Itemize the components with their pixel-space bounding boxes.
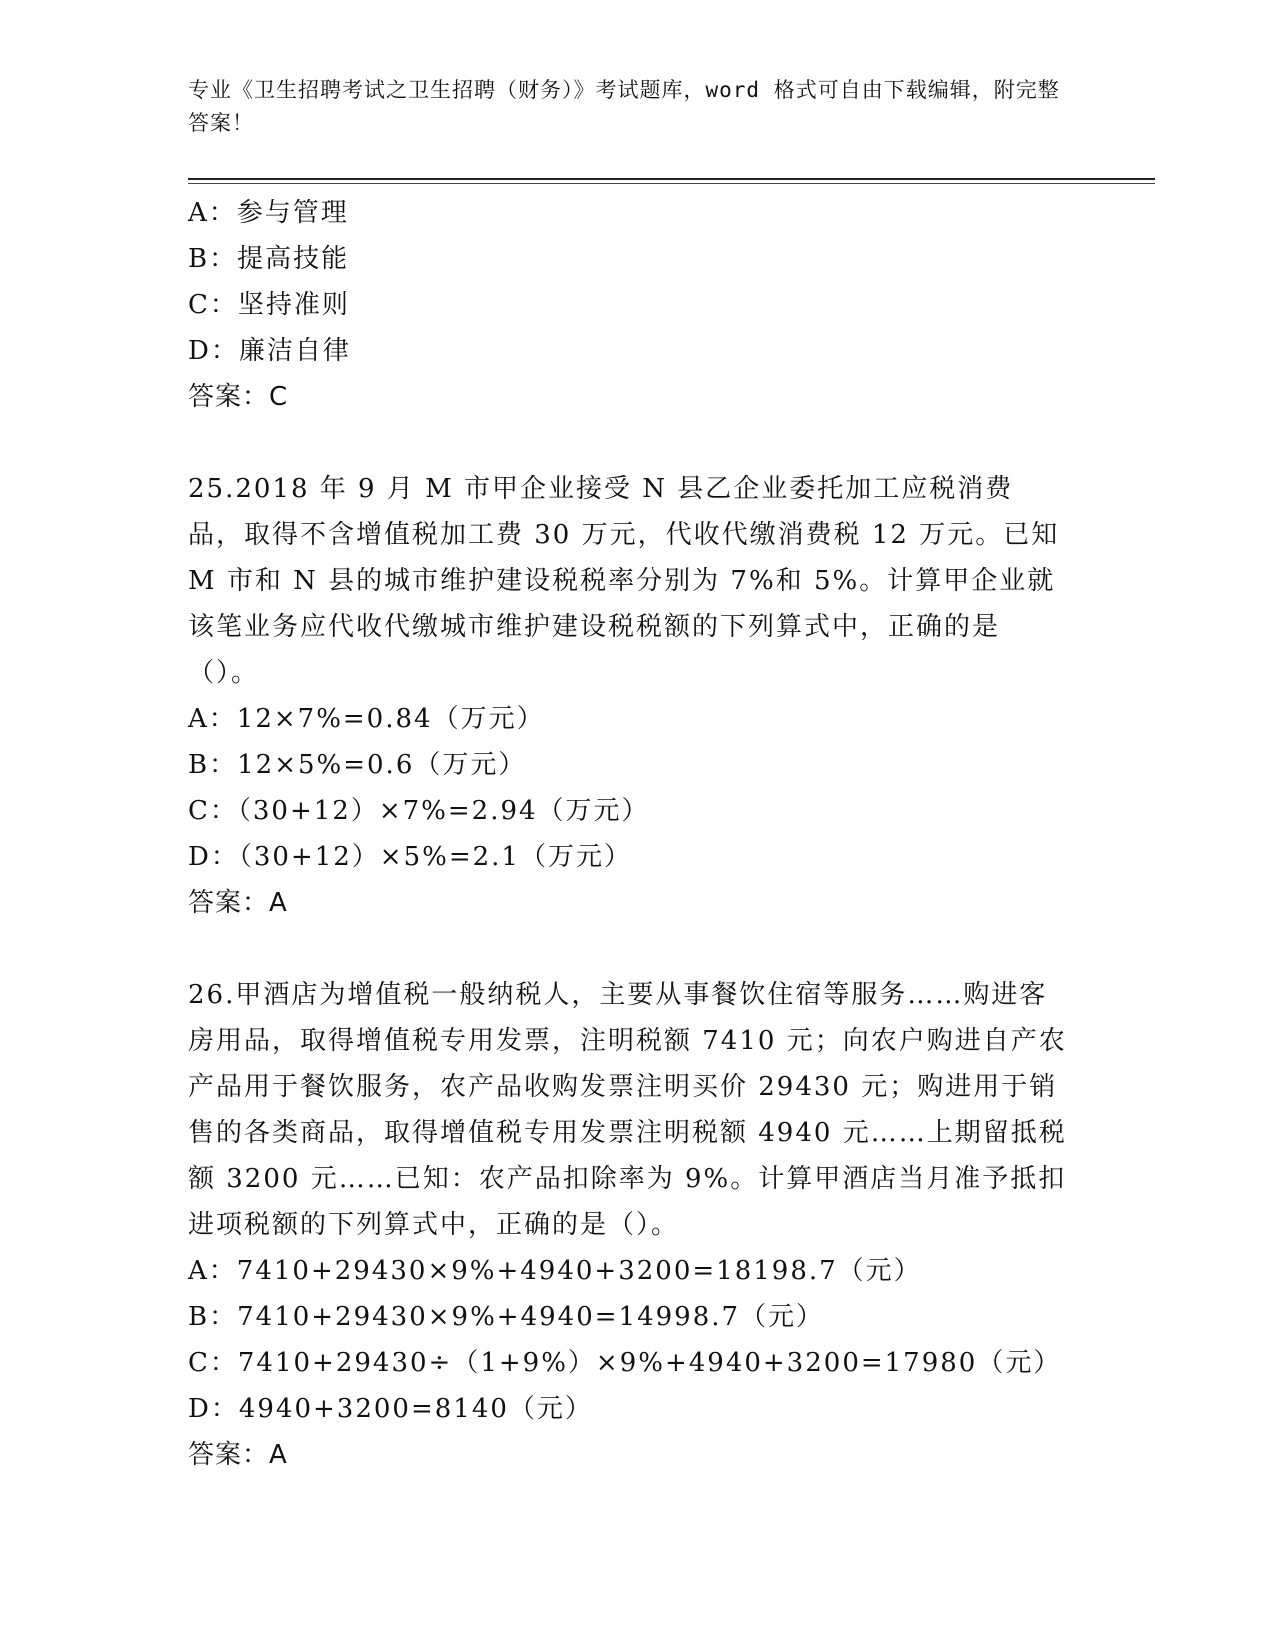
question-content	[188, 190, 1088, 1478]
header-rule	[188, 178, 1155, 180]
option-c: C：（30+12）×7%=2.94（万元）	[188, 796, 650, 826]
header-rule-thin	[188, 183, 1155, 184]
option-c: C：坚持准则	[188, 290, 350, 320]
question-text: 26.甲酒店为增值税一般纳税人，主要从事餐饮住宿等服务……购进客房用品，取得增值税专用发票，注明税额 7410 元；向农户购进自产农产品用于餐饮服务，农产品收购发票注明买价 29430 元；购进用于销售的各类商品，取得增值税专用发票注明税额 4940 元……上期留抵税额 3200 元……已知：农产品扣除率为 9%。计算甲酒店当月准予抵扣进项税额的下列算式中，正确的是（）。	[188, 980, 1067, 1240]
option-a: A：7410+29430×9%+4940+3200=18198.7（元）	[188, 1256, 922, 1286]
question-24-options	[188, 190, 1088, 420]
answer-line: 答案：A	[188, 1440, 288, 1470]
option-c: C：7410+29430÷（1+9%）×9%+4940+3200=17980（元）	[188, 1348, 1062, 1378]
page-header: 专业《卫生招聘考试之卫生招聘（财务）》考试题库，word 格式可自由下载编辑，附完整答案！	[188, 78, 1060, 135]
question-25	[188, 466, 1088, 926]
question-text: 25.2018 年 9 月 M 市甲企业接受 N 县乙企业委托加工应税消费品，取得不含增值税加工费 30 万元，代收代缴消费税 12 万元。已知 M 市和 N 县的城市维护建设税税率分别为 7%和 5%。计算甲企业就该笔业务应代收代缴城市维护建设税税额的下列算式中，正确的是（）。	[188, 474, 1060, 688]
answer-line: 答案：A	[188, 888, 288, 918]
option-a: A：12×7%=0.84（万元）	[188, 704, 545, 734]
option-d: D：4940+3200=8140（元）	[188, 1394, 593, 1424]
option-d: D：廉洁自律	[188, 336, 351, 366]
question-26	[188, 972, 1088, 1478]
option-a: A：参与管理	[188, 198, 349, 228]
option-b: B：7410+29430×9%+4940=14998.7（元）	[188, 1302, 825, 1332]
option-b: B：提高技能	[188, 244, 350, 274]
answer-line: 答案：C	[188, 382, 289, 412]
option-d: D：（30+12）×5%=2.1（万元）	[188, 842, 632, 872]
option-b: B：12×5%=0.6（万元）	[188, 750, 527, 780]
